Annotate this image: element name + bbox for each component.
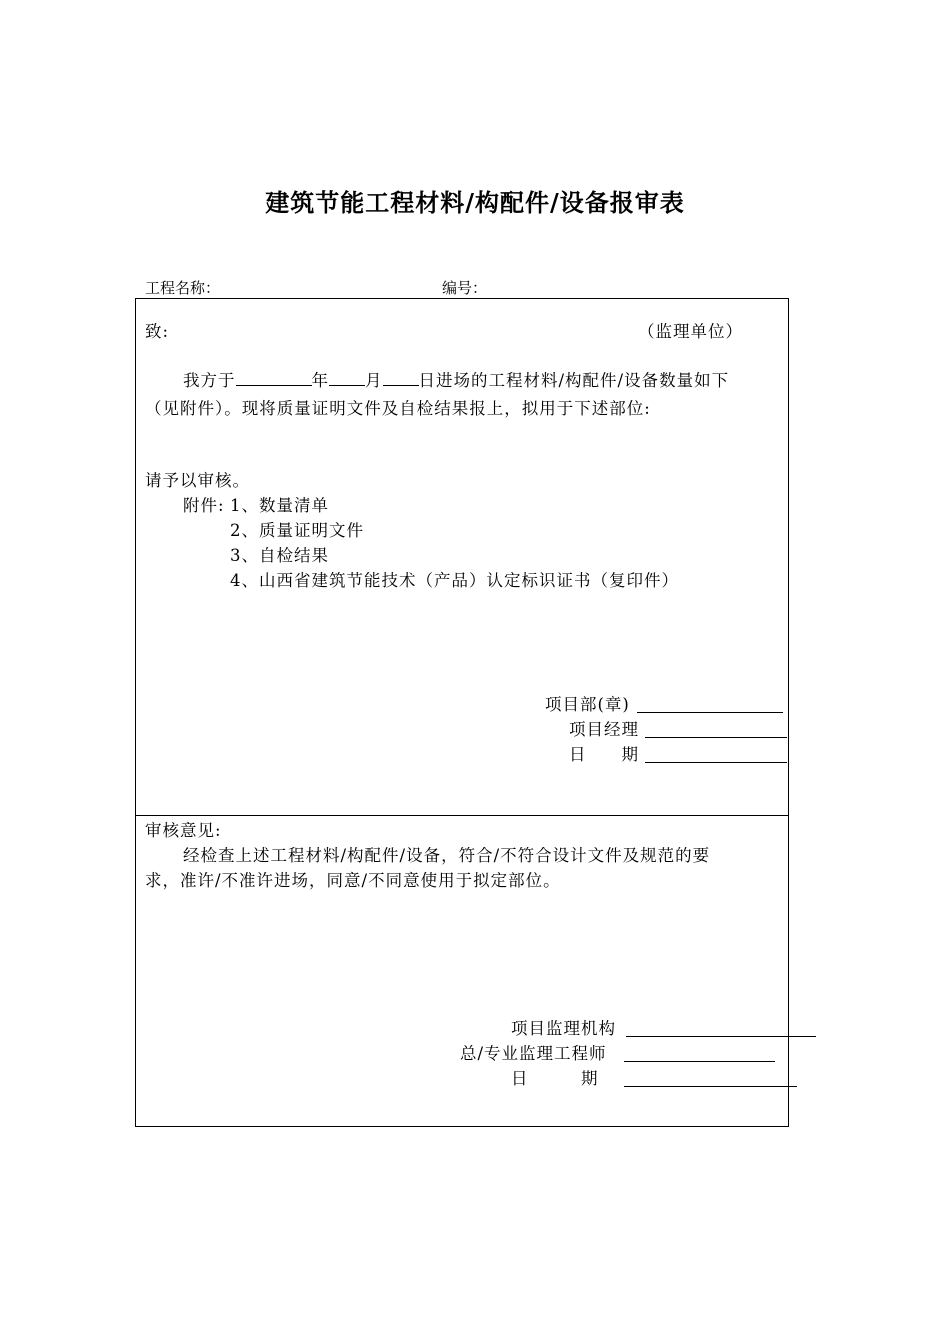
attachment-item: 4、山西省建筑节能技术（产品）认定标识证书（复印件） (230, 571, 679, 590)
attachment-item: 2、质量证明文件 (230, 521, 364, 540)
review-date-label: 日 期 (511, 1069, 599, 1088)
to-label: 致: (145, 322, 170, 341)
attachment-item: 1、数量清单 (230, 496, 329, 515)
application-date-label: 日 期 (569, 745, 639, 764)
supervision-engineer-signature-line[interactable] (624, 1045, 775, 1062)
review-label: 审核意见: (145, 821, 222, 840)
para-year: 年 (311, 371, 329, 390)
day-blank[interactable] (383, 369, 419, 386)
supervisor-unit-label: （监理单位） (638, 322, 743, 341)
project-dept-label: 项目部(章) (545, 695, 630, 714)
page-title: 建筑节能工程材料/构配件/设备报审表 (265, 188, 685, 217)
supervision-org-signature-line[interactable] (626, 1020, 816, 1037)
year-blank[interactable] (236, 369, 312, 386)
project-manager-signature-line[interactable] (645, 721, 787, 738)
supervision-engineer-label: 总/专业监理工程师 (460, 1044, 607, 1063)
supervision-org-label: 项目监理机构 (511, 1019, 616, 1038)
attachment-item: 3、自检结果 (230, 546, 329, 565)
application-paragraph-line2: （见附件）。现将质量证明文件及自检结果报上，拟用于下述部位: (145, 399, 651, 418)
review-date-line[interactable] (624, 1070, 797, 1087)
para-seg1: 我方于 (183, 371, 236, 390)
project-dept-signature-line[interactable] (637, 696, 783, 713)
application-date-line[interactable] (645, 746, 787, 763)
attachments-label: 附件: (183, 496, 225, 515)
application-paragraph-line1 (183, 369, 729, 393)
review-text-line1: 经检查上述工程材料/构配件/设备，符合/不符合设计文件及规范的要 (183, 846, 711, 865)
request-text: 请予以审核。 (145, 471, 250, 490)
month-blank[interactable] (329, 369, 365, 386)
project-manager-label: 项目经理 (569, 720, 639, 739)
para-rest: 日进场的工程材料/构配件/设备数量如下 (418, 371, 730, 390)
para-month: 月 (365, 371, 383, 390)
review-text-line2: 求，准许/不准许进场，同意/不同意使用于拟定部位。 (145, 871, 561, 890)
serial-label: 编号： (442, 279, 488, 297)
project-name-label: 工程名称： (145, 279, 221, 297)
